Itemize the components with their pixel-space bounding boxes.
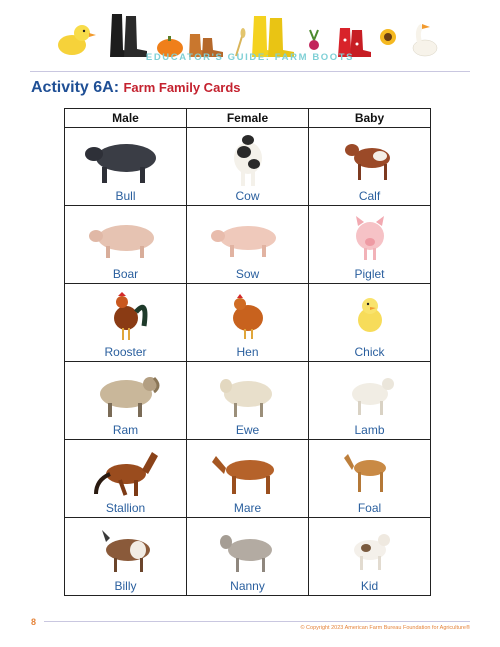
bull-icon — [82, 134, 170, 186]
cow-icon — [204, 134, 292, 186]
table-row — [65, 128, 431, 206]
animal-card — [309, 128, 431, 206]
animal-card-content — [309, 362, 430, 439]
chick-icon — [326, 290, 414, 342]
animal-card-content — [187, 206, 308, 283]
ram-icon — [82, 368, 170, 420]
animal-card — [309, 440, 431, 518]
rain-boots-icon — [252, 16, 294, 57]
piglet-icon — [326, 212, 414, 264]
animal-card-content — [65, 206, 186, 283]
calf-icon — [326, 134, 414, 186]
animal-name: Hen — [236, 345, 259, 359]
animal-card-content — [309, 206, 430, 283]
page-number: 8 — [31, 617, 37, 627]
table-row — [65, 518, 431, 596]
table-row — [65, 362, 431, 440]
stallion-icon — [82, 446, 170, 498]
animal-card — [187, 518, 309, 596]
copyright-notice: © Copyright 2023 American Farm Bureau Foundation for Agriculture® — [300, 625, 470, 631]
table-header-row — [65, 109, 431, 128]
table-row — [65, 440, 431, 518]
lamb-icon — [326, 368, 414, 420]
animal-name: Chick — [354, 345, 385, 359]
table-row — [65, 284, 431, 362]
activity-label: Activity 6A: — [31, 79, 120, 96]
foal-icon — [326, 446, 414, 498]
banner-divider — [30, 71, 470, 72]
animal-card — [65, 206, 187, 284]
table-row — [65, 206, 431, 284]
animal-name: Sow — [235, 267, 260, 281]
sow-icon — [204, 212, 292, 264]
animal-card — [309, 518, 431, 596]
footer-divider — [44, 621, 470, 622]
column-header-female: Female — [187, 109, 309, 128]
animal-card — [187, 440, 309, 518]
animal-name: Cow — [235, 189, 260, 203]
animal-card-content — [187, 440, 308, 517]
activity-heading — [31, 79, 241, 97]
rooster-icon — [82, 290, 170, 342]
farm-family-table — [64, 108, 431, 596]
sunflower-icon — [380, 29, 396, 45]
animal-card — [309, 206, 431, 284]
animal-name: Foal — [357, 501, 382, 515]
animal-name: Rooster — [104, 345, 147, 359]
animal-card — [65, 518, 187, 596]
animal-card-content — [187, 128, 308, 205]
animal-card-content — [187, 362, 308, 439]
riding-boots-icon — [110, 14, 147, 57]
animal-card-content — [65, 128, 186, 205]
animal-name: Lamb — [354, 423, 385, 437]
animal-card — [65, 440, 187, 518]
boar-icon — [82, 212, 170, 264]
animal-card — [65, 362, 187, 440]
animal-name: Ewe — [235, 423, 260, 437]
animal-name: Stallion — [105, 501, 146, 515]
animal-name: Kid — [360, 579, 379, 593]
mare-icon — [204, 446, 292, 498]
animal-card-content — [187, 518, 308, 595]
animal-name: Mare — [233, 501, 262, 515]
activity-subtitle: Farm Family Cards — [123, 80, 241, 95]
duckling-icon — [58, 25, 96, 55]
animal-card-content — [65, 518, 186, 595]
animal-name: Calf — [358, 189, 381, 203]
animal-card-content — [309, 128, 430, 205]
nanny-goat-icon — [204, 524, 292, 576]
animal-card-content — [309, 440, 430, 517]
header-banner — [0, 0, 500, 78]
animal-name: Piglet — [354, 267, 385, 281]
animal-card — [187, 362, 309, 440]
animal-card — [187, 128, 309, 206]
animal-name: Bull — [115, 189, 136, 203]
animal-card — [187, 284, 309, 362]
animal-card-content — [65, 362, 186, 439]
animal-card — [65, 128, 187, 206]
animal-card — [309, 362, 431, 440]
animal-card-content — [187, 284, 308, 361]
kid-goat-icon — [326, 524, 414, 576]
animal-card — [187, 206, 309, 284]
banner-title: EDUCATOR'S GUIDE: FARM BOOTS — [145, 52, 355, 63]
billy-goat-icon — [82, 524, 170, 576]
column-header-baby: Baby — [309, 109, 431, 128]
table-body — [65, 128, 431, 596]
ewe-icon — [204, 368, 292, 420]
radish-icon — [309, 30, 319, 50]
animal-name: Billy — [114, 579, 137, 593]
animal-card-content — [65, 440, 186, 517]
column-header-male: Male — [65, 109, 187, 128]
animal-name: Boar — [112, 267, 139, 281]
animal-card-content — [309, 284, 430, 361]
animal-card-content — [65, 284, 186, 361]
animal-card — [309, 284, 431, 362]
animal-card-content — [309, 518, 430, 595]
animal-card — [65, 284, 187, 362]
animal-name: Ram — [112, 423, 139, 437]
animal-name: Nanny — [230, 579, 265, 593]
hen-icon — [204, 290, 292, 342]
